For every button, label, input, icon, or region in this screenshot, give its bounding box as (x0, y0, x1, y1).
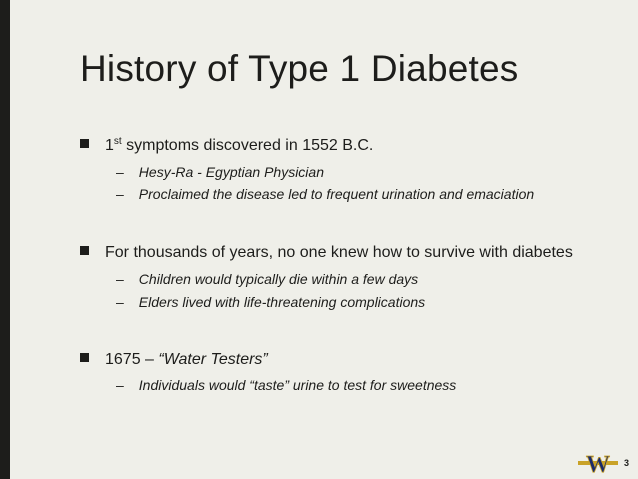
square-bullet-icon (80, 139, 89, 148)
logo-letter: W (586, 452, 610, 475)
dash-icon: – (116, 377, 124, 393)
bullet-1-superscript: st (113, 136, 122, 147)
bullet-2-text: For thousands of years, no one knew how to survive with diabetes (105, 244, 573, 261)
bullet-2 (80, 244, 573, 262)
bullet-1-sub-1 (116, 164, 324, 180)
square-bullet-icon (80, 353, 89, 362)
sub-text: Elders lived with life-threatening complications (138, 294, 426, 310)
sub-text: Hesy-Ra - Egyptian Physician (138, 164, 324, 180)
dash-icon: – (116, 294, 124, 310)
bullet-1 (80, 137, 373, 155)
sub-text: Proclaimed the disease led to frequent urination and emaciation (138, 186, 535, 202)
sub-text: Children would typically die within a few days (138, 271, 419, 287)
bullet-2-sub-1 (116, 271, 418, 287)
bullet-3-prefix: 1675 – (105, 351, 159, 368)
dash-icon: – (116, 271, 124, 287)
university-w-logo-icon (578, 451, 618, 475)
dash-icon: – (116, 186, 124, 202)
bullet-3 (80, 351, 268, 369)
sub-text: Individuals would “taste” urine to test for sweetness (138, 377, 457, 393)
dash-icon: – (116, 164, 124, 180)
bullet-1-prefix: 1 (105, 137, 114, 154)
bullet-3-emphasis: “Water Testers” (158, 351, 268, 368)
slide-title: History of Type 1 Diabetes (80, 48, 519, 89)
square-bullet-icon (80, 246, 89, 255)
page-number: 3 (624, 458, 630, 468)
bullet-1-sub-2 (116, 186, 534, 202)
bullet-2-sub-2 (116, 294, 425, 310)
bullet-3-sub-1 (116, 377, 456, 393)
bullet-1-text: symptoms discovered in 1552 B.C. (121, 137, 374, 154)
left-accent-bar (0, 0, 10, 479)
